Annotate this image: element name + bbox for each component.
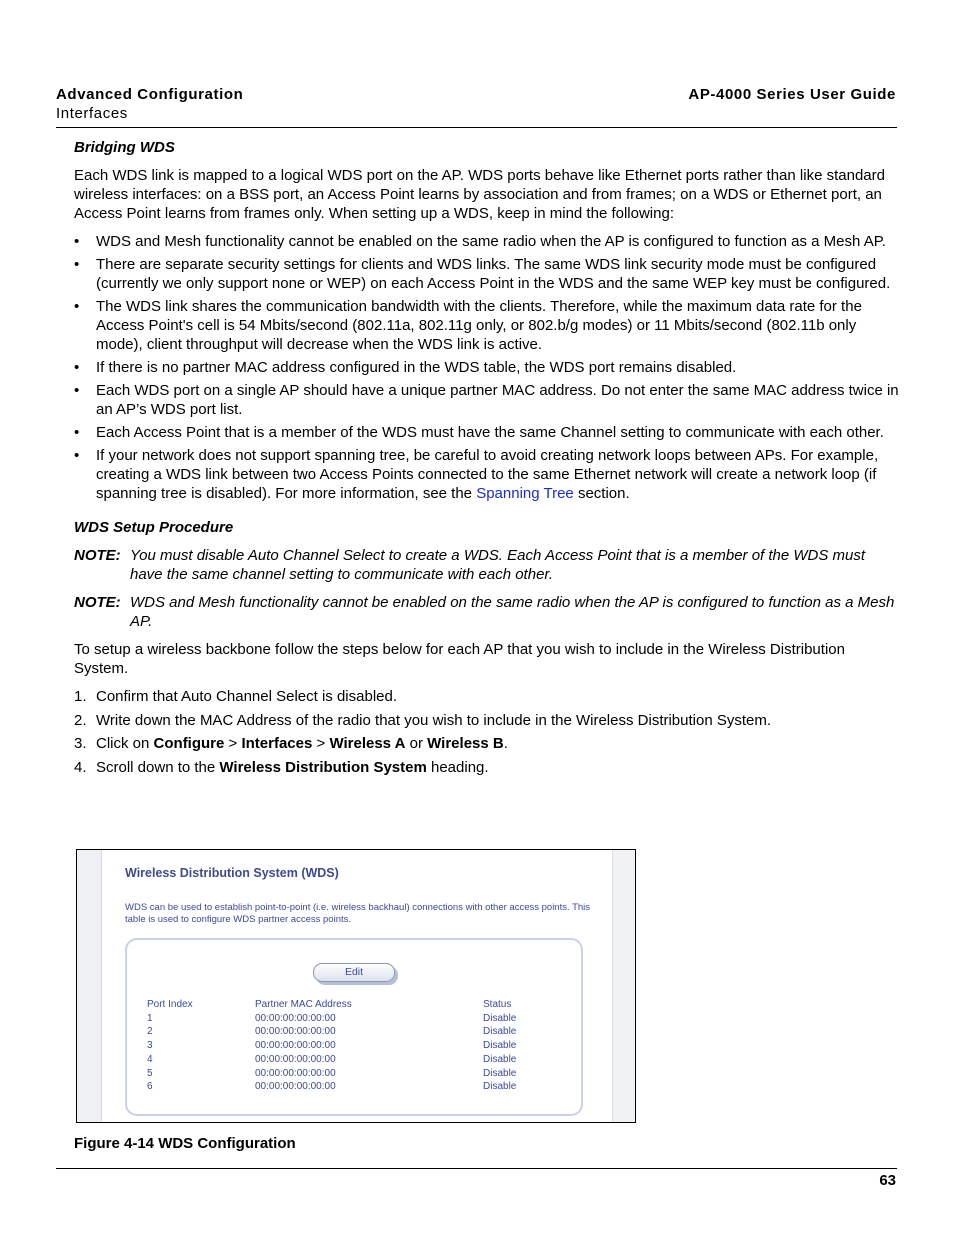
step-number: 4. [74,758,87,776]
port-status: Disable [483,1026,517,1038]
note-label: NOTE: [74,547,121,564]
setup-intro: To setup a wireless backbone follow the steps below for each AP that you wish to include in the Wireless Distribution System. [74,641,845,677]
figure-caption: Figure 4-14 WDS Configuration [74,1135,296,1152]
step-text: Scroll down to the Wireless Distribution System heading. [96,758,489,776]
port-index: 6 [147,1081,153,1093]
table-row [147,1067,543,1081]
list-item [74,446,900,503]
wds-description: WDS can be used to establish point-to-point (i.e. wireless backhaul) connections with other access points. This table is used to configure WDS partner access points. [125,902,591,925]
note-text: You must disable Auto Channel Select to create a WDS. Each Access Point that is a member of the WDS must have the same channel setting to communicate with each other. [130,547,866,583]
table-row [147,1012,543,1026]
list-item [74,711,900,730]
list-item: • There are separate security settings for clients and WDS links. The same WDS link security mode must be configured (currently we only support none or WEP) on each Access Point in the WDS and the same WEP key must be configured. [74,255,900,293]
table-row [147,1039,543,1053]
list-item [74,758,900,777]
page-body [74,138,900,781]
wds-screenshot-figure [76,849,636,1123]
step-number: 2. [74,711,87,729]
spanning-tree-link[interactable]: Spanning Tree [476,485,574,502]
note-1 [74,546,900,584]
port-status: Disable [483,1067,517,1079]
bridging-heading: Bridging WDS [74,139,175,156]
partner-mac: 00:00:00:00:00:00 [255,1026,336,1038]
column-header: Port Index [147,999,193,1010]
partner-mac: 00:00:00:00:00:00 [255,1081,336,1093]
partner-mac: 00:00:00:00:00:00 [255,1040,336,1052]
table-row [147,1053,543,1067]
table-header-row [147,998,543,1012]
port-status: Disable [483,1081,517,1093]
port-index: 1 [147,1012,153,1024]
list-item: • Each WDS port on a single AP should have a unique partner MAC address. Do not enter the same MAC address twice in an AP’s WDS port list. [74,381,900,419]
header-section: Advanced Configuration [56,86,244,103]
step-number: 3. [74,735,87,752]
edit-button[interactable]: Edit [313,963,395,982]
wds-table-panel [125,938,583,1116]
port-index: 5 [147,1067,153,1079]
step-text: Click on Configure > Interfaces > Wireless A or Wireless B. [96,735,508,752]
bridging-intro: Each WDS link is mapped to a logical WDS port on the AP. WDS ports behave like Ethernet ports rather than like standard wireless interfaces: on a BSS port, an Access Point learns by association and from frames; on a WDS or Ethernet port, an Access Point learns from frames only. When setting up a WDS, keep in mind the following: [74,167,885,222]
note-text: WDS and Mesh functionality cannot be enabled on the same radio when the AP is configured to function as a Mesh AP. [130,594,895,630]
partner-mac: 00:00:00:00:00:00 [255,1053,336,1065]
port-status: Disable [483,1040,517,1052]
footer-rule [56,1168,897,1169]
step-text: Confirm that Auto Channel Select is disabled. [96,688,398,705]
header-subsection: Interfaces [56,105,128,122]
column-header: Status [483,999,512,1010]
port-status: Disable [483,1012,517,1024]
list-item: • If there is no partner MAC address configured in the WDS table, the WDS port remains disabled. [74,358,900,377]
figure-right-strip [612,850,635,1122]
bullet-text: If your network does not support spanning tree, be careful to avoid creating network loops between APs. For example, creating a WDS link between two Access Points connected to the same Ethernet network will create a network loop (if spanning tree is disabled). For more information, see the [96,447,879,502]
note-2 [74,593,900,631]
running-header-left [56,85,243,123]
list-item [74,687,900,706]
header-guide-title: AP-4000 Series User Guide [688,86,896,103]
port-index: 3 [147,1040,153,1052]
partner-mac: 00:00:00:00:00:00 [255,1012,336,1024]
partner-mac: 00:00:00:00:00:00 [255,1067,336,1079]
page-number: 63 [879,1172,896,1189]
port-index: 2 [147,1026,153,1038]
figure-left-strip [77,850,102,1122]
port-status: Disable [483,1053,517,1065]
bullet-text: section. [573,485,630,502]
header-rule [56,127,897,128]
list-item [74,734,900,753]
port-index: 4 [147,1053,153,1065]
wds-title: Wireless Distribution System (WDS) [125,866,339,880]
setup-heading: WDS Setup Procedure [74,519,234,536]
list-item: • WDS and Mesh functionality cannot be enabled on the same radio when the AP is configured to function as a Mesh AP. [74,232,900,251]
wds-port-table [147,998,543,1094]
setup-steps [74,687,900,777]
list-item: • Each Access Point that is a member of the WDS must have the same Channel setting to communicate with each other. [74,423,900,442]
note-label: NOTE: [74,594,121,611]
column-header: Partner MAC Address [255,999,352,1010]
table-row [147,1025,543,1039]
step-text: Write down the MAC Address of the radio that you wish to include in the Wireless Distribution System. [96,711,772,729]
bridging-bullet-list [74,232,900,503]
step-number: 1. [74,688,87,705]
list-item: • The WDS link shares the communication bandwidth with the clients. Therefore, while the maximum data rate for the Access Point's cell is 54 Mbits/second (802.11a, 802.11g only, or 802.b/g modes) or 11 Mbits/second (802.11b only mode), client throughput will decrease when the WDS link is active. [74,297,900,354]
table-row [147,1080,543,1094]
